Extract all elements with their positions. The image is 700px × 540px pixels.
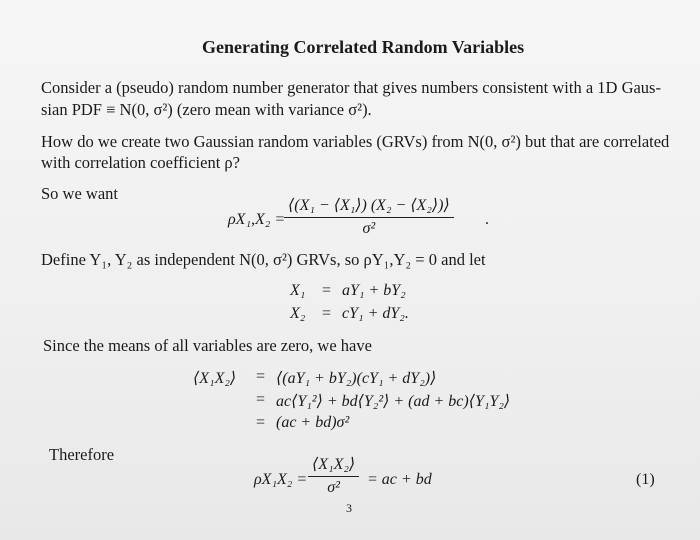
expectation-equals-3: = [256,414,266,431]
x2-lhs: X₂ [290,305,306,322]
equation-number: (1) [636,471,655,488]
x1-equals: = [322,282,332,299]
rho-definition-numerator: ⟨(X₁ − ⟨X₁⟩) (X₂ − ⟨X₂⟩)⟩ [284,195,454,218]
therefore-text: Therefore [49,445,115,464]
section-title: Generating Correlated Random Variables [202,37,525,57]
paragraph-1-line-1: Consider a (pseudo) random number generator that gives numbers consistent with a 1D Gaus- [41,78,661,97]
paragraph-1-line-2: sian PDF ≡ N(0, σ²) (zero mean with variance σ²). [41,100,372,119]
final-fraction [308,454,359,497]
final-rho-lhs: ρX₁X₂ = [254,471,308,488]
rho-definition-fraction [284,195,454,238]
expectation-rhs-3: (ac + bd)σ² [276,414,350,431]
rho-definition-period: . [485,211,489,228]
expectation-lhs: ⟨X₁X₂⟩ [193,370,237,387]
x1-lhs: X₁ [290,282,306,299]
rho-definition-lhs: ρX₁,X₂ = [228,211,286,228]
expectation-equals-1: = [256,368,266,385]
since-means-line: Since the means of all variables are zero, we have [43,336,372,355]
x2-equals: = [322,305,332,322]
page-number: 3 [346,501,352,515]
final-denominator: σ² [327,479,340,496]
paragraph-2-line-2: with correlation coefficient ρ? [41,153,240,172]
expectation-equals-2: = [256,391,266,408]
expectation-rhs-1: ⟨(aY₁ + bY₂)(cY₁ + dY₂)⟩ [276,370,437,387]
define-y-line: Define Y₁, Y₂ as independent N(0, σ²) GRVs, so ρY₁,Y₂ = 0 and let [41,250,486,269]
x1-rhs: aY₁ + bY₂ [342,282,406,299]
paragraph-2-line-1: How do we create two Gaussian random variables (GRVs) from N(0, σ²) but that are correlated [41,132,670,151]
final-numerator: ⟨X₁X₂⟩ [308,454,359,477]
expectation-rhs-2: ac⟨Y₁²⟩ + bd⟨Y₂²⟩ + (ad + bc)⟨Y₁Y₂⟩ [276,393,511,410]
rho-definition-denominator: σ² [362,220,376,237]
so-we-want-text: So we want [41,184,118,203]
x2-rhs: cY₁ + dY₂. [342,305,409,322]
final-rhs: = ac + bd [367,471,432,488]
